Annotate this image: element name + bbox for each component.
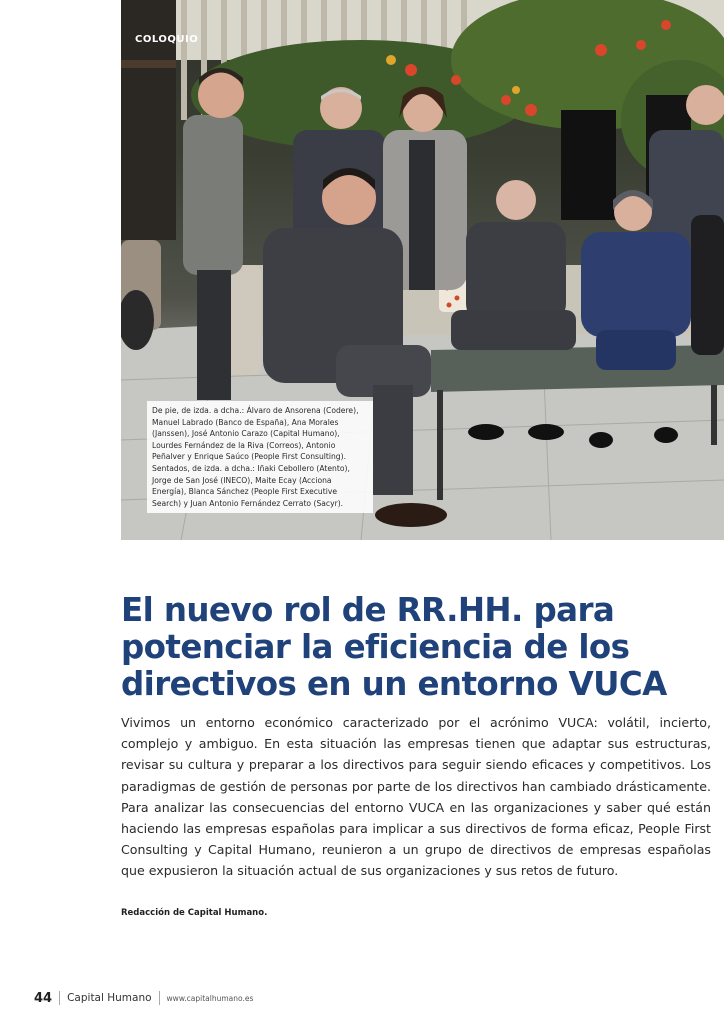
footer-divider xyxy=(59,991,60,1005)
article-byline: Redacción de Capital Humano. xyxy=(121,908,268,918)
article-lede: Vivimos un entorno económico caracterizado por el acrónimo VUCA: volátil, incierto, complejo y ambiguo. En esta situación las empresas tienen que adaptar sus estructuras, revisar su cultura y preparar a los directivos para seguir siendo eficaces y competitivos. Los paradigmas de gestión de personas por parte de los directivos han cambiado drásticamente. Para analizar las consecuencias del entorno VUCA en las organizaciones y saber qué están haciendo las empresas españolas para implicar a sus directivos de forma eficaz, People First Consulting y Capital Humano, reunieron a un grupo de directivos de empresas españolas que expusieron la situación actual de sus organizaciones y sus retos de futuro. xyxy=(121,715,711,879)
article-headline: El nuevo rol de RR.HH. para potenciar la eficiencia de los directivos en un entorno VUCA xyxy=(121,591,667,703)
page-footer xyxy=(34,988,253,1008)
publication-name: Capital Humano xyxy=(67,992,152,1004)
photo-caption xyxy=(147,401,373,513)
group-photo xyxy=(121,0,724,540)
caption-text: De pie, de izda. a dcha.: Álvaro de Ansorena (Codere), Manuel Labrado (Banco de España), Ana Morales (Janssen), José Antonio Carazo (Capital Humano), Lourdes Fernández de la Riva (Correos), Antonio Peñalver y Enrique Saúco (People First Consulting). Sentados, de izda. a dcha.: Iñaki Cebollero (Atento), Jorge de San José (INECO), Maite Ecay (Acciona Energía), Blanca Sánchez (People First Executive Search) y Juan Antonio Fernández Cerrato (Sacyr). xyxy=(152,406,359,508)
page-number: 44 xyxy=(34,990,53,1006)
section-tag: COLOQUIO xyxy=(135,34,199,45)
footer-divider xyxy=(159,991,160,1005)
site-url[interactable]: www.capitalhumano.es xyxy=(166,993,254,1003)
